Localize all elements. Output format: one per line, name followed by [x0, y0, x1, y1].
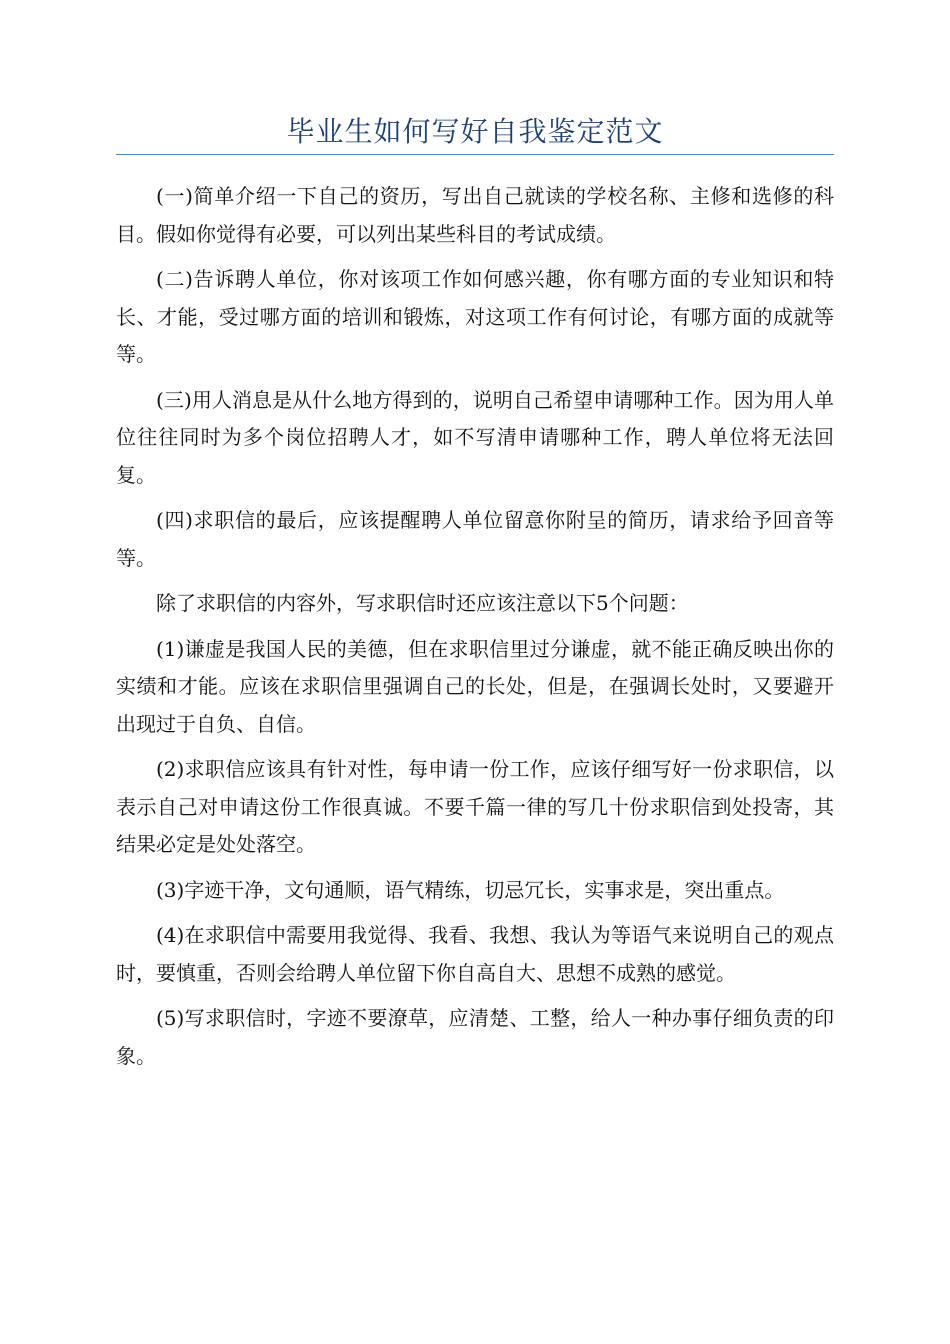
paragraph-8: (3)字迹干净，文句通顺，语气精练，切忌冗长，实事求是，突出重点。	[156, 877, 785, 902]
paragraph-3: (三)用人消息是从什么地方得到的，说明自己希望申请哪种工作。因为用人单位往往同时为多个岗位招聘人才，如不写清申请哪种工作，聘人单位将无法回复。	[116, 387, 834, 487]
paragraph-7: (2)求职信应该具有针对性，每申请一份工作，应该仔细写好一份求职信，以表示自己对申请这份工作很真诚。不要千篇一律的写几十份求职信到处投寄，其结果必定是处处落空。	[116, 757, 834, 856]
paragraph-1: (一)简单介绍一下自己的资历，写出自己就读的学校名称、主修和选修的科目。假如你觉得有必要，可以列出某些科目的考试成绩。	[116, 184, 834, 246]
paragraph-4: (四)求职信的最后，应该提醒聘人单位留意你附呈的简历，请求给予回音等等。	[116, 508, 834, 570]
paragraph-5: 除了求职信的内容外，写求职信时还应该注意以下5个问题：	[156, 591, 689, 615]
paragraph-10: (5)写求职信时，字迹不要潦草，应清楚、工整，给人一种办事仔细负责的印象。	[116, 1006, 834, 1068]
document-body	[116, 178, 834, 1083]
title-underline	[116, 154, 834, 155]
paragraph-9: (4)在求职信中需要用我觉得、我看、我想、我认为等语气来说明自己的观点时，要慎重，否则会给聘人单位留下你自高自大、思想不成熟的感觉。	[116, 923, 834, 985]
paragraph-2: (二)告诉聘人单位，你对该项工作如何感兴趣，你有哪方面的专业知识和特长、才能，受过哪方面的培训和锻炼，对这项工作有何讨论，有哪方面的成就等等。	[116, 267, 834, 366]
paragraph-6: (1)谦虚是我国人民的美德，但在求职信里过分谦虚，就不能正确反映出你的实绩和才能。应该在求职信里强调自己的长处，但是，在强调长处时，又要避开出现过于自负、自信。	[116, 636, 834, 736]
document-title: 毕业生如何写好自我鉴定范文	[286, 115, 664, 148]
